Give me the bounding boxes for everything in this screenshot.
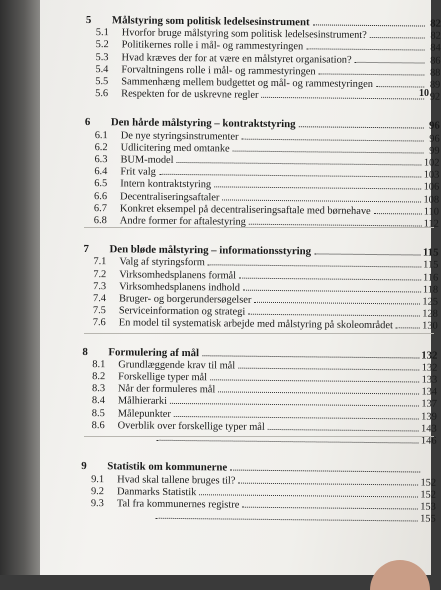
section-number: 8.3	[82, 383, 118, 396]
toc-entry	[81, 510, 436, 526]
section-page-number: 89	[426, 80, 440, 92]
section-title: Virksomhedsplanens indhold	[119, 281, 240, 294]
dot-leader	[159, 174, 422, 178]
section-page-number: 103	[424, 170, 440, 182]
chapter-number: 5	[86, 14, 112, 26]
section-page-number: 125	[422, 297, 438, 309]
section-page-number: 86	[426, 55, 440, 67]
section-number: 7.6	[83, 317, 119, 330]
dot-leader	[243, 290, 421, 293]
section-page-number: 132	[422, 362, 438, 374]
section-number: 7.1	[83, 256, 119, 269]
section-page-number: 84	[427, 43, 441, 55]
section-page-number: 152	[420, 477, 436, 489]
section-number: 5.3	[85, 52, 121, 65]
section-page-number: 118	[423, 284, 438, 296]
section-title: Politikernes rolle i mål- og rammestyringen	[122, 40, 304, 54]
section-number: 7.4	[83, 293, 119, 306]
section-page-number: 128	[422, 309, 438, 321]
section-number: 7.5	[83, 305, 119, 318]
section-page-number: 155	[420, 514, 436, 526]
dot-leader	[299, 127, 424, 129]
section-number: 5.5	[85, 76, 121, 89]
chapter-title: Statistik om kommunerne	[107, 461, 227, 474]
section-page-number: 82	[427, 31, 441, 43]
dot-leader	[214, 187, 421, 190]
section-number: 8.6	[82, 420, 118, 433]
section-title: Målhierarki	[118, 396, 167, 409]
section-number: 8.5	[82, 408, 118, 421]
dot-leader	[208, 265, 421, 268]
chapter-number: 9	[81, 460, 107, 472]
section-title: En model til systematisk arbejde med målstyring på skoleområdet	[119, 318, 393, 333]
chapter-title: Målstyring som politisk ledelsesinstrument	[112, 14, 310, 28]
chapter-title: Den bløde målstyring – informationsstyring	[109, 244, 311, 258]
section-number: 6.8	[84, 215, 120, 228]
section-page-number: 88	[426, 67, 440, 79]
section-page-number: 146	[421, 436, 437, 448]
section-page-number: 96	[426, 133, 440, 145]
dot-leader	[239, 277, 421, 280]
section-page-number: 116	[423, 272, 438, 284]
section-number: 6.1	[85, 130, 121, 143]
section-title: Forvaltningens rolle i mål- og rammestyringen	[121, 64, 315, 78]
section-number: 8.4	[82, 395, 118, 408]
dot-leader	[374, 213, 422, 215]
toc-entry	[83, 317, 438, 333]
section-page-number: 115	[423, 260, 438, 272]
chapter-number: 8	[82, 346, 108, 358]
section-page-number: 102	[424, 158, 440, 170]
section-title: Konkret eksempel på decentraliseringsaftale med børnehave	[120, 203, 371, 218]
section-title: Virksomhedsplanens formål	[119, 269, 236, 282]
section-title: Valg af styringsform	[119, 257, 205, 270]
dot-leader	[170, 403, 419, 407]
edge-page-fragment: 10	[419, 88, 429, 99]
section-page-number: 92	[426, 92, 440, 104]
section-title: Decentraliseringsaftaler	[120, 191, 219, 204]
dot-leader	[313, 24, 425, 26]
table-of-contents	[81, 14, 441, 542]
section-title: Respekten for de uskrevne regler	[121, 89, 258, 103]
toc-entry	[85, 88, 440, 104]
section-title: Hvad kræves der for at være en målstyret organisation?	[121, 52, 351, 67]
section-number: 8.2	[82, 371, 118, 384]
section-title: BUM-model	[120, 154, 173, 167]
section-title: Forskellige typer mål	[118, 371, 207, 384]
section-title: Overblik over forskellige typer mål	[118, 420, 265, 434]
section-number: 9.3	[81, 498, 117, 511]
section-page-number: 134	[421, 387, 437, 399]
chapter-7	[83, 243, 439, 333]
section-number: 6.6	[84, 191, 120, 204]
section-page-number: 153	[420, 501, 436, 513]
section-number: 5.4	[85, 64, 121, 77]
chapter-number: 7	[83, 243, 109, 255]
section-number: 6.3	[84, 154, 120, 167]
dot-leader	[230, 470, 420, 473]
section-title: Bruger- og borgerundersøgelser	[119, 293, 251, 307]
section-title: Serviceinformation og strategi	[119, 306, 246, 320]
section-page-number: 99	[426, 145, 440, 157]
section-number: 5.2	[86, 39, 122, 52]
divider-line	[84, 436, 434, 437]
section-number: 7.3	[83, 281, 119, 294]
dot-leader	[233, 150, 424, 153]
section-title: Danmarks Statistik	[117, 486, 196, 499]
book-spine-shadow	[0, 0, 40, 575]
chapter-9	[81, 460, 437, 526]
section-title: Frit valg	[120, 167, 156, 180]
section-number: 6.7	[84, 203, 120, 216]
chapter-6	[84, 116, 440, 231]
section-page-number: 108	[423, 194, 439, 206]
dot-leader	[241, 138, 423, 141]
dot-leader	[222, 199, 421, 202]
chapter-page-number: 115	[423, 247, 439, 259]
section-page-number: 137	[421, 399, 437, 411]
dot-leader	[157, 440, 419, 444]
dot-leader	[314, 254, 421, 256]
thumb	[370, 560, 430, 590]
dot-leader	[376, 86, 424, 88]
dot-leader	[319, 73, 425, 75]
section-page-number: 143	[421, 423, 437, 435]
section-page-number: 139	[421, 411, 437, 423]
chapter-5	[85, 14, 441, 104]
dot-leader	[268, 429, 419, 432]
section-number: 7.2	[83, 269, 119, 282]
chapter-8	[81, 346, 437, 448]
dot-leader	[396, 328, 420, 329]
dot-leader	[177, 162, 422, 166]
section-number: 5.6	[85, 88, 121, 101]
divider-line	[84, 333, 434, 334]
dot-leader	[238, 367, 420, 370]
section-number: 6.2	[85, 142, 121, 155]
section-title: Andre former for aftalestyring	[120, 215, 246, 229]
divider-line	[84, 227, 434, 228]
section-title: Sammenhæng mellem budgettet og mål- og rammestyringen	[121, 76, 373, 91]
dot-leader	[370, 37, 425, 39]
section-page-number: 106	[424, 182, 440, 194]
chapter-title: Den hårde målstyring – kontraktstyring	[111, 117, 296, 131]
chapter-number: 6	[85, 116, 111, 128]
section-number: 9.1	[81, 473, 117, 486]
chapter-page-number: 132	[421, 349, 437, 361]
dot-leader	[202, 355, 419, 358]
section-number: 8.1	[82, 359, 118, 372]
section-title: Grundlæggende krav til mål	[118, 359, 235, 372]
section-title: Hvad skal tallene bruges til?	[117, 474, 235, 487]
dot-leader	[238, 482, 418, 485]
dot-leader	[355, 61, 425, 63]
chapter-title: Formulering af mål	[108, 346, 199, 359]
dot-leader	[254, 302, 420, 305]
toc-entry	[81, 432, 436, 448]
dot-leader	[261, 97, 424, 100]
section-title: Udlicitering med omtanke	[121, 142, 230, 155]
dot-leader	[306, 49, 424, 51]
section-page-number: 152	[420, 489, 436, 501]
dot-leader	[210, 379, 420, 382]
section-page-number: 130	[422, 321, 438, 333]
section-title: Tal fra kommunernes registre	[117, 498, 240, 511]
section-title: Når der formuleres mål	[118, 384, 215, 397]
dot-leader	[156, 518, 418, 522]
dot-leader	[248, 314, 420, 317]
chapter-page-number: 96	[426, 120, 440, 132]
dot-leader	[242, 507, 418, 510]
section-number: 6.4	[84, 166, 120, 179]
section-title: Hvorfor bruge målstyring som politisk ledelsesinstrument?	[122, 28, 367, 43]
section-title: Målepunkter	[118, 408, 171, 421]
section-number: 6.5	[84, 178, 120, 191]
section-page-number: 133	[422, 375, 438, 387]
section-page-number: 110	[424, 206, 439, 218]
dot-leader	[218, 392, 419, 395]
section-number: 9.2	[81, 486, 117, 499]
toc-entry	[84, 215, 439, 231]
section-page-number: 112	[424, 219, 439, 231]
dot-leader	[199, 494, 418, 497]
dot-leader	[174, 416, 419, 420]
book-page	[40, 0, 431, 575]
section-title: Intern kontraktstyring	[120, 179, 211, 192]
chapter-page-number: 82	[427, 18, 441, 30]
section-title: De nye styringsinstrumenter	[121, 130, 239, 143]
section-number: 5.1	[86, 27, 122, 40]
